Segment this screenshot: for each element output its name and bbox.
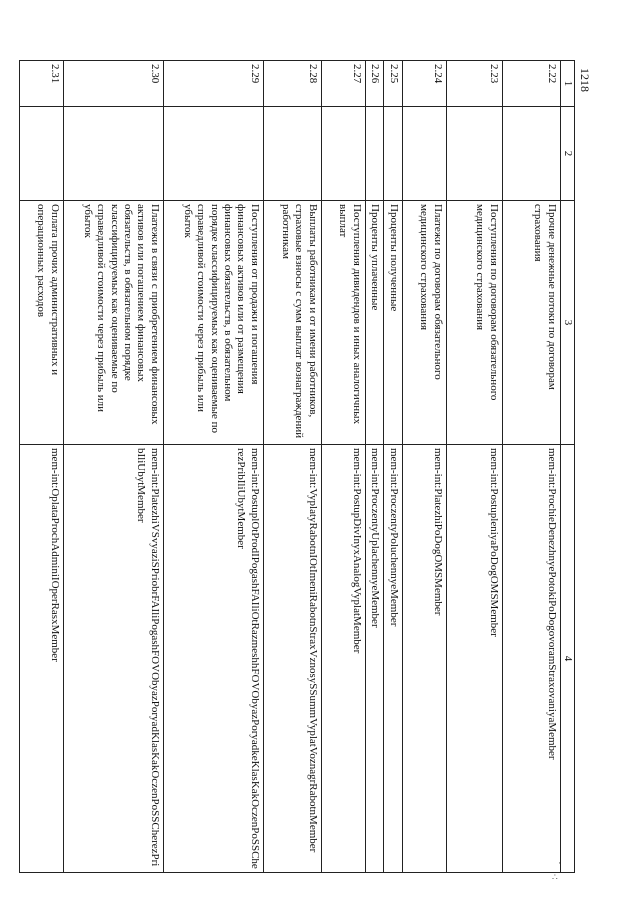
empty-cell <box>19 107 63 201</box>
margin-mark: · <box>558 858 561 868</box>
row-code: mem-int:PostuplOtProdIPogashFAIliOtRazmeshhFOVObyazPoryadkeKlasKakOczenPoSSCherezPribIliUbytMember <box>163 445 263 873</box>
table-row <box>63 61 163 873</box>
row-name: Поступления от продажи и погашения финансовых активов или от размещения финансовых обязательств, в обязательном порядке классифицируемых как оцениваемые по справедливой стоимости через прибыль или убыток <box>163 201 263 445</box>
row-name: Оплата прочих административных и операционных расходов <box>19 201 63 445</box>
row-code: mem-int:PostupDivInyxAnalogVyplatMember <box>321 445 365 873</box>
row-name: Платежи в связи с приобретением финансовых активов или погашением финансовых обязательств, в обязательном порядке классифицируемых как оцениваемые по справедливой стоимости через прибыль или убыток <box>63 201 163 445</box>
row-code: mem-int:PlatezhiVSvyaziSPriobrFAIliPogashFOVObyazPoryadKlasKakOczenPoSSCherezPribIliUbytMember <box>63 445 163 873</box>
row-number: 2.27 <box>321 61 365 107</box>
header-cell: 4 <box>560 445 574 873</box>
empty-cell <box>163 107 263 201</box>
table-row <box>321 61 365 873</box>
row-number: 2.28 <box>263 61 321 107</box>
row-name: Прочие денежные потоки по договорам страхования <box>502 201 560 445</box>
empty-cell <box>63 107 163 201</box>
row-code: mem-int:ProchieDenezhnyePotokiPoDogovoramStraxovaniyaMember <box>502 445 560 873</box>
table-row <box>402 61 446 873</box>
row-name: Проценты уплаченные <box>365 201 383 445</box>
empty-cell <box>321 107 365 201</box>
table-row <box>384 61 402 873</box>
row-number: 2.26 <box>365 61 383 107</box>
empty-cell <box>384 107 402 201</box>
table-header-row <box>560 61 574 873</box>
empty-cell <box>446 107 502 201</box>
row-name: Выплаты работникам и от имени работников, страховые взносы с сумм выплат вознаграждений работникам <box>263 201 321 445</box>
row-number: 2.25 <box>384 61 402 107</box>
header-cell: 3 <box>560 201 574 445</box>
table-row <box>446 61 502 873</box>
empty-cell <box>402 107 446 201</box>
row-code: mem-int:OplataProchAdminiIOperRasxMember <box>19 445 63 873</box>
header-cell: 2 <box>560 107 574 201</box>
rotated-table-container <box>35 60 575 872</box>
row-code: mem-int:ProczentyPoluchennyeMember <box>384 445 402 873</box>
row-number: 2.31 <box>19 61 63 107</box>
header-cell: 1 <box>560 61 574 107</box>
data-table <box>19 60 575 873</box>
table-row <box>365 61 383 873</box>
row-name: Поступления дивидендов и иных аналогичных выплат <box>321 201 365 445</box>
table-row <box>263 61 321 873</box>
row-number: 2.22 <box>502 61 560 107</box>
row-number: 2.29 <box>163 61 263 107</box>
row-name: Поступления по договорам обязательного медицинского страхования <box>446 201 502 445</box>
row-name: Проценты полученные <box>384 201 402 445</box>
empty-cell <box>502 107 560 201</box>
table-row <box>502 61 560 873</box>
row-name: Платежи по договорам обязательного медицинского страхования <box>402 201 446 445</box>
empty-cell <box>365 107 383 201</box>
row-code: mem-int:VyplatyRabotnIOtImeniRabotnStraxVznosySSummVyplatVoznagrRabotnMember <box>263 445 321 873</box>
row-code: mem-int:PostupleniyaPoDogOMSMember <box>446 445 502 873</box>
row-number: 2.23 <box>446 61 502 107</box>
row-number: 2.30 <box>63 61 163 107</box>
table-row <box>163 61 263 873</box>
row-code: mem-int:PlatezhiPoDogOMSMember <box>402 445 446 873</box>
row-number: 2.24 <box>402 61 446 107</box>
page-number: 1218 <box>578 68 592 92</box>
row-code: mem-int:ProczentyUplachennyeMember <box>365 445 383 873</box>
empty-cell <box>263 107 321 201</box>
margin-mark: ∴ <box>552 872 558 882</box>
table-row <box>19 61 63 873</box>
